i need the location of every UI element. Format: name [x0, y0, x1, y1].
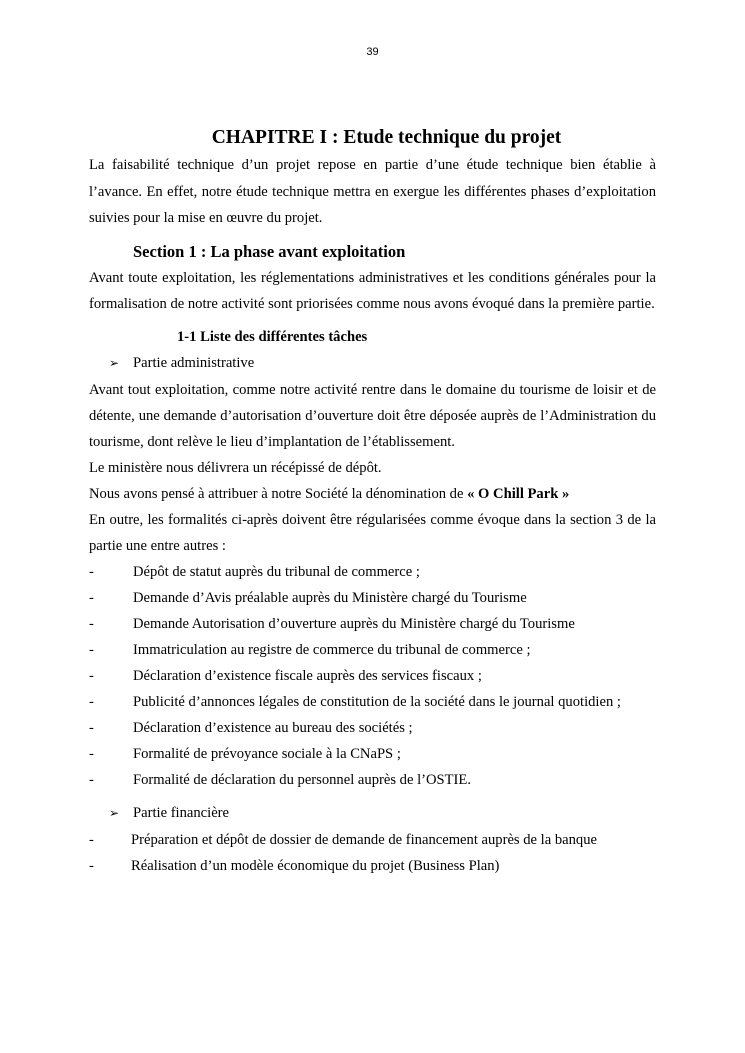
admin-paragraph: Avant tout exploitation, comme notre activité rentre dans le domaine du tourisme de loisir et de détente, une demande d’autorisation d’ouverture doit être déposée auprès de l’Administration du tourisme, dont relève le lieu d’implantation de l’établissement.: [89, 381, 656, 450]
list-item: - Dépôt de statut auprès du tribunal de commerce ;: [89, 559, 656, 585]
dash-bullet: -: [89, 563, 94, 580]
subsection-title: 1-1 Liste des différentes tâches: [177, 328, 368, 345]
dash-bullet: -: [89, 589, 94, 606]
arrow-bullet-icon: ➢: [109, 805, 120, 820]
formalities-intro: En outre, les formalités ci-après doivent être régularisées comme évoque dans la section 3 de la partie une entre autres :: [89, 511, 656, 554]
list-item: - Formalité de prévoyance sociale à la CNaPS ;: [89, 741, 656, 767]
dash-bullet: -: [89, 831, 94, 848]
list-item: - Publicité d’annonces légales de constitution de la société dans le journal quotidien ;: [89, 689, 656, 715]
finance-heading-label: Partie financière: [133, 804, 230, 821]
list-item: - Déclaration d’existence fiscale auprès des services fiscaux ;: [89, 663, 656, 689]
chapter-title: CHAPITRE I : Etude technique du projet: [211, 127, 562, 148]
dash-bullet: -: [89, 615, 94, 632]
page-number: 39: [366, 46, 379, 58]
admin-heading-label: Partie administrative: [133, 354, 255, 371]
dash-bullet: -: [89, 719, 94, 736]
section-title: Section 1 : La phase avant exploitation: [133, 241, 406, 261]
admin-heading: [89, 350, 656, 377]
dash-bullet: -: [89, 693, 94, 710]
company-name-prefix: Nous avons pensé à attribuer à notre Société la dénomination de: [89, 485, 468, 502]
list-item: - Demande d’Avis préalable auprès du Ministère chargé du Tourisme: [89, 585, 656, 611]
section-paragraph: Avant toute exploitation, les réglementations administratives et les conditions générales pour la formalisation de notre activité sont priorisées comme nous avons évoqué dans la première partie.: [89, 269, 656, 312]
list-item: - Formalité de déclaration du personnel auprès de l’OSTIE.: [89, 767, 656, 793]
finance-task-list: [89, 827, 656, 879]
dash-bullet: -: [89, 641, 94, 658]
admin-task-list: [89, 559, 656, 793]
dash-bullet: -: [89, 771, 94, 788]
dash-bullet: -: [89, 745, 94, 762]
dash-bullet: -: [89, 667, 94, 684]
list-item: - Déclaration d’existence au bureau des sociétés ;: [89, 715, 656, 741]
list-item: - Préparation et dépôt de dossier de demande de financement auprès de la banque: [89, 827, 656, 853]
dash-bullet: -: [89, 857, 94, 874]
intro-paragraph: La faisabilité technique d’un projet repose en partie d’une étude technique bien établie à l’avance. En effet, notre étude technique mettra en exergue les différentes phases d’exploitation suivies pour la mise en œuvre du projet.: [89, 157, 656, 226]
finance-heading: [89, 800, 656, 827]
list-item: - Demande Autorisation d’ouverture auprès du Ministère chargé du Tourisme: [89, 611, 656, 637]
company-name-paragraph: [89, 481, 656, 507]
receipt-paragraph: Le ministère nous délivrera un récépissé de dépôt.: [89, 459, 382, 476]
page-content: [89, 124, 656, 879]
company-name: « O Chill Park »: [467, 485, 570, 502]
list-item: - Immatriculation au registre de commerce du tribunal de commerce ;: [89, 637, 656, 663]
list-item: - Réalisation d’un modèle économique du projet (Business Plan): [89, 853, 656, 879]
arrow-bullet-icon: ➢: [109, 355, 120, 370]
